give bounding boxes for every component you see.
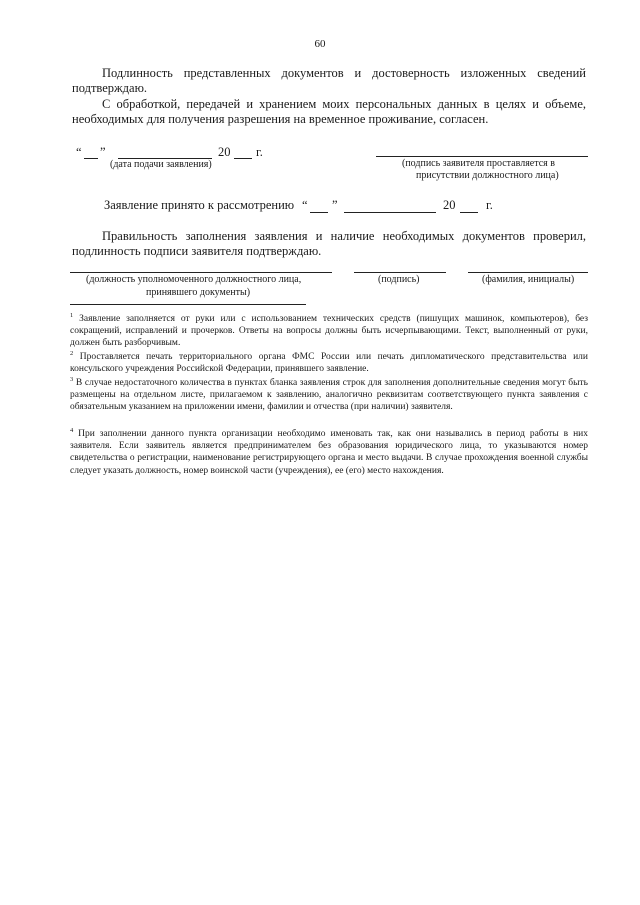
footnote-3-mark: 3	[70, 376, 74, 383]
official-name-caption: (фамилия, инициалы)	[482, 274, 575, 285]
official-position-caption-1: (должность уполномоченного должностного лица,	[86, 274, 302, 285]
verification-statement: Правильность заполнения заявления и наличие необходимых документов проверил, подлинность подписи заявителя подтверждаю.	[72, 229, 586, 258]
official-signature-caption: (подпись)	[378, 274, 420, 285]
accepted-day-line	[310, 212, 328, 213]
footnote-3	[70, 377, 588, 414]
footnote-1-text: Заявление заполняется от руки или с использованием технических средств (пишущих машинок, компьютеров), без сокращений, исправлений и прочерков. Ответы на вопросы должны быть исчерпывающими. Текст, выполненный от руки, должен быть разборчивым.	[70, 314, 589, 349]
footnote-1	[70, 313, 588, 350]
accepted-year-prefix: 20	[443, 198, 456, 212]
applicant-signature-line	[376, 156, 588, 157]
footnote-separator	[70, 304, 306, 305]
footnote-2-text: Проставляется печать территориального органа ФМС России или печать дипломатического представительства или консульского учреждения Российской Федерации, принявшего заявление.	[70, 352, 589, 375]
date-quote-close: ”	[100, 145, 106, 159]
footnote-3-text: В случае недостаточного количества в пунктах бланка заявления строк для заполнения дополнительные сведения могут быть размещены на отдельном листе, прилагаемом к заявлению, аналогично реквизитам соответствующего пункта заявления с обязательным указанием на приложении имени, фамилии и отчества (при наличии) заявителя.	[70, 378, 588, 413]
applicant-signature-caption-1: (подпись заявителя проставляется в	[402, 158, 555, 169]
applicant-signature-caption-2: присутствии должностного лица)	[416, 170, 559, 181]
date-year-suffix: г.	[256, 145, 263, 159]
footnote-1-mark: 1	[70, 312, 74, 319]
accepted-month-line	[344, 212, 436, 213]
footnote-4-mark: 4	[70, 427, 74, 434]
accepted-quote-open: “	[302, 198, 308, 212]
footnote-4	[70, 428, 588, 477]
accepted-year-line	[460, 212, 478, 213]
date-year-line	[234, 158, 252, 159]
accepted-year-suffix: г.	[486, 198, 493, 212]
footnote-4-text: При заполнении данного пункта организации необходимо именовать так, как они назывались в период работы в них заявителя. Если заявитель является предпринимателем без образования юридического лица, то указываются номер свидетельства о регистрации, наименование регистрирующего органа и место выдачи. В случае прохождения военной службы следует указать должность, номер воинской части (учреждения), ее (его) место нахождения.	[70, 429, 588, 476]
date-caption: (дата подачи заявления)	[110, 159, 212, 170]
authenticity-statement: Подлинность представленных документов и достоверность изложенных сведений подтверждаю.	[72, 66, 586, 95]
official-signature-line	[354, 272, 446, 273]
footnote-2-mark: 2	[70, 350, 74, 357]
consent-statement: С обработкой, передачей и хранением моих персональных данных в целях и объеме, необходимых для получения разрешения на временное проживание, согласен.	[72, 97, 586, 126]
date-quote-open: “	[76, 145, 82, 159]
accepted-quote-close: ”	[332, 198, 338, 212]
accepted-text: Заявление принято к рассмотрению	[104, 198, 295, 212]
official-position-caption-2: принявшего документы)	[146, 287, 251, 298]
official-position-line	[70, 272, 332, 273]
page-number: 60	[314, 38, 326, 50]
official-name-line	[468, 272, 588, 273]
footnote-2	[70, 351, 588, 375]
date-year-prefix: 20	[218, 145, 231, 159]
date-day-line	[84, 158, 98, 159]
